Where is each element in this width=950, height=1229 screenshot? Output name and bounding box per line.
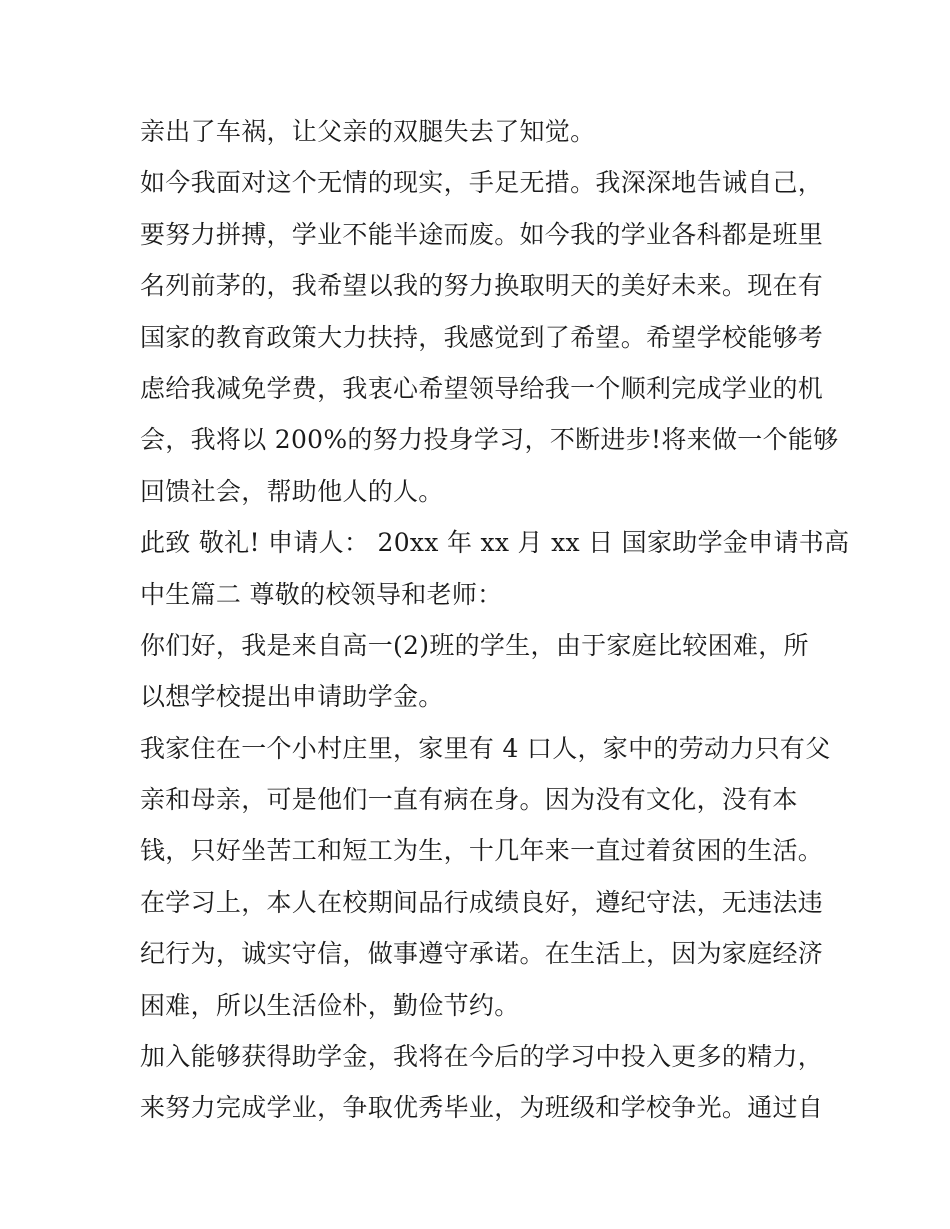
text-line: 虑给我减免学费，我衷心希望领导给我一个顺利完成学业的机 [140, 373, 824, 403]
text-line: 我家住在一个小村庄里，家里有 4 口人，家中的劳动力只有父 [140, 733, 831, 763]
text-line: 如今我面对这个无情的现实，手足无措。我深深地告诫自己， [140, 168, 824, 198]
text-line: 要努力拼搏，学业不能半途而废。如今我的学业各科都是班里 [140, 219, 824, 249]
text-line: 名列前茅的，我希望以我的努力换取明天的美好未来。现在有 [140, 271, 824, 301]
text-line: 会，我将以 200%的努力投身学习，不断进步!将来做一个能够 [140, 425, 839, 455]
text-line: 钱，只好坐苦工和短工为生，十几年来一直过着贫困的生活。 [140, 836, 824, 866]
text-line: 回馈社会，帮助他人的人。 [140, 476, 444, 506]
text-line: 以想学校提出申请助学金。 [140, 682, 444, 712]
text-line: 加入能够获得助学金，我将在今后的学习中投入更多的精力， [140, 1042, 824, 1072]
text-line: 此致 敬礼! 申请人： 20xx 年 xx 月 xx 日 国家助学金申请书高 [140, 528, 850, 558]
body-text [140, 106, 850, 1134]
text-line: 来努力完成学业，争取优秀毕业，为班级和学校争光。通过自 [140, 1093, 824, 1123]
text-line: 亲和母亲，可是他们一直有病在身。因为没有文化，没有本 [140, 785, 798, 815]
text-line: 在学习上，本人在校期间品行成绩良好，遵纪守法，无违法违 [140, 887, 824, 917]
text-line: 中生篇二 尊敬的校领导和老师： [140, 579, 503, 609]
text-line: 国家的教育政策大力扶持，我感觉到了希望。希望学校能够考 [140, 322, 824, 352]
text-line: 困难，所以生活俭朴，勤俭节约。 [140, 990, 520, 1020]
text-line: 你们好，我是来自高一(2)班的学生，由于家庭比较困难，所 [140, 630, 809, 660]
text-line: 亲出了车祸，让父亲的双腿失去了知觉。 [140, 117, 596, 146]
text-line: 纪行为，诚实守信，做事遵守承诺。在生活上，因为家庭经济 [140, 939, 824, 969]
